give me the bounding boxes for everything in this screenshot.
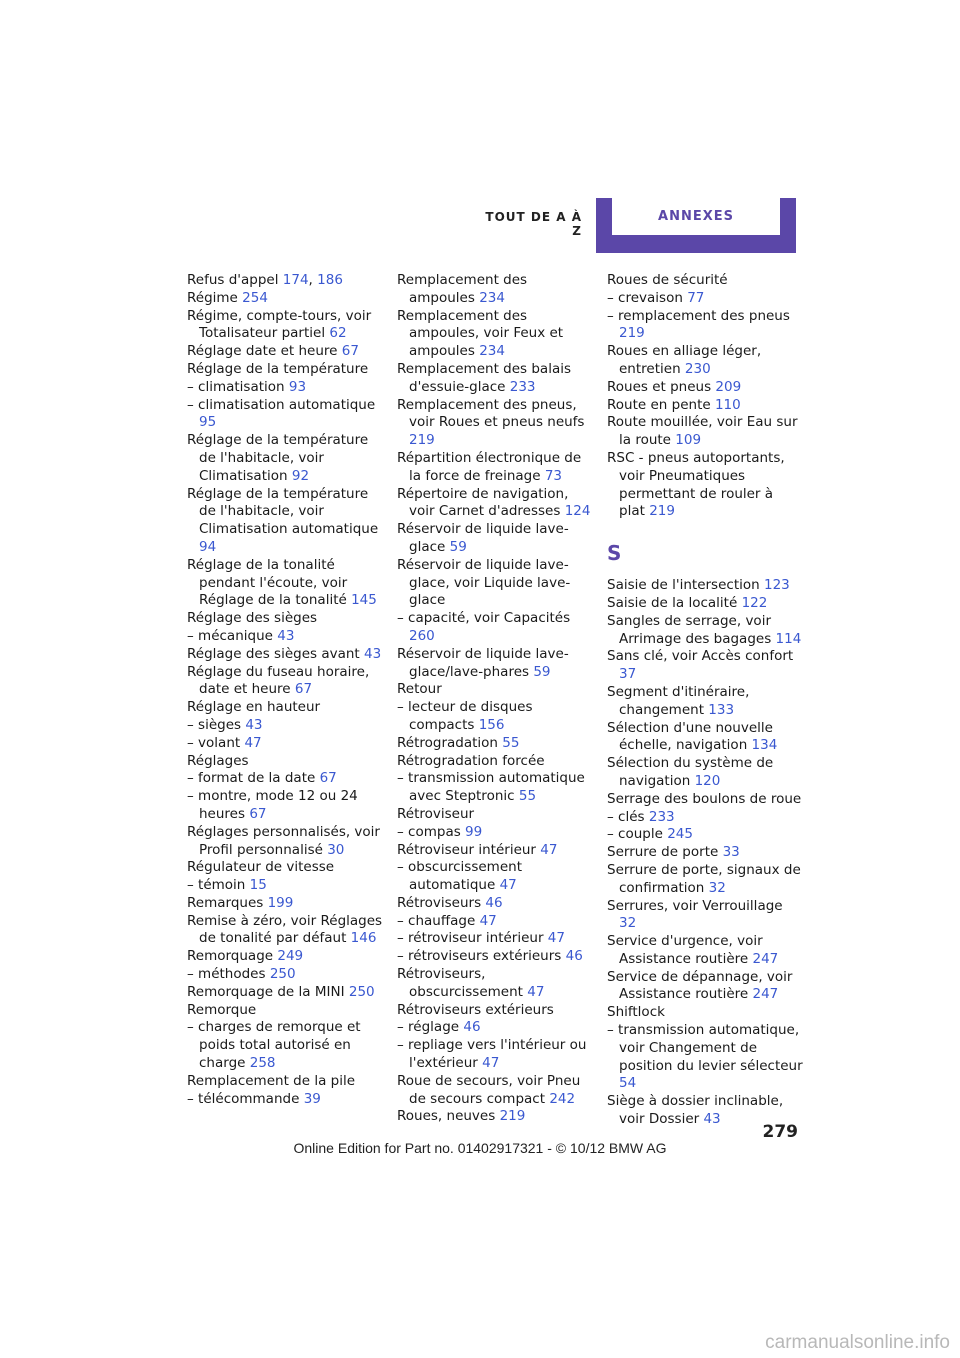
index-term: – méthodes xyxy=(187,966,270,983)
index-term: Réglages xyxy=(187,752,249,769)
index-entry xyxy=(607,969,803,1005)
index-term: Rétrogradation xyxy=(397,734,503,751)
page-ref-link[interactable]: 67 xyxy=(294,681,313,698)
index-term: Refus d'appel xyxy=(187,272,283,288)
page-ref-link[interactable]: 73 xyxy=(544,467,563,484)
page-ref-link[interactable]: 234 xyxy=(479,343,505,360)
index-term: Rétroviseurs xyxy=(397,894,486,911)
index-entry xyxy=(607,720,803,756)
index-term: – télécommande xyxy=(187,1090,304,1107)
page-ref-link[interactable]: 199 xyxy=(267,894,294,911)
index-entry xyxy=(187,1002,383,1020)
index-term: Rétroviseurs, obscurcissement xyxy=(397,966,528,1000)
index-entry xyxy=(607,844,803,862)
index-entry xyxy=(187,1091,383,1109)
index-term: – montre, mode 12 ou 24 heures xyxy=(187,788,358,822)
index-term: Remorquage xyxy=(187,948,278,965)
index-entry xyxy=(187,895,383,913)
page-ref-link[interactable]: 109 xyxy=(675,432,702,449)
page-ref-link[interactable]: 47 xyxy=(244,734,262,751)
index-term: Saisie de la localité xyxy=(607,594,742,611)
index-term: Rétroviseurs extérieurs xyxy=(397,1001,554,1018)
section-tab-inner xyxy=(612,198,780,235)
index-term: Réglages personnalisés, voir Profil personnalisé xyxy=(187,823,380,858)
index-entry xyxy=(397,308,593,361)
page-ref-link[interactable]: 247 xyxy=(752,986,779,1003)
index-term: – chauffage xyxy=(397,912,480,929)
index-term: Serrure de porte xyxy=(607,844,723,861)
index-entry xyxy=(397,948,593,966)
index-entry xyxy=(397,397,593,450)
page-ref-link[interactable]: 59 xyxy=(533,663,551,680)
page-ref-link[interactable]: 47 xyxy=(479,912,497,929)
index-entry xyxy=(607,272,803,290)
index-term: Régime, compte-tours, voir Totalisateur partiel xyxy=(187,307,372,342)
page-ref-link[interactable]: 156 xyxy=(478,716,505,733)
page-ref-link[interactable]: 33 xyxy=(722,844,740,861)
index-term: – transmission automatique avec Steptronic xyxy=(397,770,585,805)
page-ref-link[interactable]: 250 xyxy=(269,966,296,983)
page-ref-link[interactable]: 245 xyxy=(667,826,693,843)
index-term: Shiftlock xyxy=(607,1004,665,1021)
page-ref-link[interactable]: 234 xyxy=(479,289,505,306)
index-term: Route mouillée, voir Eau sur la route xyxy=(607,414,798,449)
index-term: Saisie de l'intersection xyxy=(607,577,764,594)
index-term: Réservoir de liquide lave-glace xyxy=(397,521,569,555)
index-term: – volant xyxy=(187,734,245,751)
page-ref-link[interactable]: 47 xyxy=(527,983,545,1000)
page-ref-link[interactable]: 230 xyxy=(684,360,711,377)
index-entry xyxy=(187,717,383,735)
index-term: Remplacement des pneus, voir Roues et pneus neufs xyxy=(397,396,585,431)
page-ref-link[interactable]: 123 xyxy=(763,577,790,594)
page-ref-link[interactable]: 39 xyxy=(303,1090,321,1107)
index-entry xyxy=(187,824,383,860)
index-entry xyxy=(607,613,803,649)
index-entry xyxy=(397,1108,593,1126)
page-ref-link[interactable]: 134 xyxy=(751,737,778,754)
index-entry xyxy=(187,664,383,700)
index-term: Serrures, voir Verrouillage xyxy=(607,897,783,914)
index-entry xyxy=(187,877,383,895)
index-term: Roues de sécurité xyxy=(607,272,728,288)
index-term: Réglage des sièges xyxy=(187,610,318,627)
page-ref-link[interactable]: 247 xyxy=(752,950,779,967)
page-ref-link[interactable]: 254 xyxy=(242,289,268,306)
index-term: – crevaison xyxy=(607,289,688,306)
index-term: Serrage des boulons de roue xyxy=(607,790,802,807)
index-entry xyxy=(397,681,593,699)
index-entry xyxy=(397,450,593,486)
page-ref-link[interactable]: 37 xyxy=(619,666,637,683)
index-term: – couple xyxy=(607,826,668,843)
index-entry xyxy=(187,788,383,824)
index-entry xyxy=(607,308,803,344)
index-term: Rétroviseur xyxy=(397,805,475,822)
page-ref-link[interactable]: 93 xyxy=(288,378,307,395)
page-ref-link[interactable]: 67 xyxy=(249,805,267,822)
index-entry xyxy=(187,610,383,628)
index-column-1 xyxy=(187,272,383,1108)
page-ref-link[interactable]: 219 xyxy=(649,503,675,520)
index-entry xyxy=(187,361,383,379)
index-entry xyxy=(607,290,803,308)
index-term: Remplacement des ampoules, voir Feux et ampoules xyxy=(397,307,564,360)
page-ref-link[interactable]: 32 xyxy=(708,879,726,896)
index-term: Remorque xyxy=(187,1001,257,1018)
page-ref-link[interactable]: 30 xyxy=(327,841,345,858)
page-ref-link[interactable]: 219 xyxy=(619,325,645,342)
index-entry xyxy=(187,1019,383,1072)
index-term: Régime xyxy=(187,289,243,306)
index-entry: Refus d'appel 174, 186 xyxy=(187,272,343,288)
index-entry xyxy=(397,1002,593,1020)
index-entry xyxy=(607,648,803,684)
index-entry xyxy=(397,610,593,646)
index-entry xyxy=(607,755,803,791)
page-ref-link[interactable]: 233 xyxy=(509,378,536,395)
index-entry xyxy=(397,521,593,557)
index-term: Répartition électronique de la force de freinage xyxy=(397,449,582,484)
page-ref-link[interactable]: 122 xyxy=(741,594,768,611)
index-entry xyxy=(187,432,383,485)
index-term: – compas xyxy=(397,823,466,840)
index-entry xyxy=(607,809,803,827)
page-ref-link[interactable]: 43 xyxy=(364,645,382,662)
index-entry xyxy=(397,272,593,308)
index-entry xyxy=(607,343,803,379)
index-entry xyxy=(187,913,383,949)
index-entry xyxy=(187,290,383,308)
page-ref-link[interactable]: 15 xyxy=(249,877,267,894)
index-term: RSC - pneus autoportants, voir Pneumatiques permettant de rouler à plat xyxy=(607,449,785,520)
page-ref-link[interactable]: 124 xyxy=(564,503,591,520)
page-ref-link[interactable]: 174 xyxy=(282,272,309,288)
index-entry xyxy=(397,859,593,895)
section-letter: S xyxy=(607,541,622,566)
index-column-2 xyxy=(397,272,593,1126)
page-ref-link[interactable]: 43 xyxy=(245,716,263,733)
index-entry xyxy=(187,397,383,433)
index-entry xyxy=(607,379,803,397)
index-term: Remorquage de la MINI xyxy=(187,983,349,1000)
index-entry xyxy=(397,1073,593,1109)
index-entry xyxy=(187,770,383,788)
page-ref-link[interactable]: 32 xyxy=(619,915,637,932)
page-ref-link[interactable]: 67 xyxy=(341,343,359,360)
index-term: Réglage date et heure xyxy=(187,343,342,360)
index-entry xyxy=(397,361,593,397)
index-term: Réglage de la température de l'habitacle, voir Climatisation xyxy=(187,432,369,484)
index-term: Réservoir de liquide lave-glace/lave-phares xyxy=(397,645,569,680)
index-entry xyxy=(397,1037,593,1073)
index-entry xyxy=(607,684,803,720)
index-term: – climatisation automatique xyxy=(187,396,376,413)
page-ref-link[interactable]: 43 xyxy=(703,1111,721,1128)
index-term: Roues, neuves xyxy=(397,1108,500,1125)
page-ref-link[interactable]: 95 xyxy=(199,414,217,431)
index-entry xyxy=(397,966,593,1002)
index-entry xyxy=(397,699,593,735)
index-entry xyxy=(397,895,593,913)
page-ref-link[interactable]: 242 xyxy=(549,1090,576,1107)
index-entry xyxy=(187,379,383,397)
page-ref-link[interactable]: 94 xyxy=(199,538,217,555)
section-tab-label: ANNEXES xyxy=(658,209,734,224)
section-header: TOUT DE A À Z xyxy=(485,210,582,238)
index-term: – climatisation xyxy=(187,378,289,395)
index-term: Régulateur de vitesse xyxy=(187,859,335,876)
index-term: Réglage des sièges avant xyxy=(187,645,365,662)
page-ref-link[interactable]: 54 xyxy=(619,1075,637,1092)
page-ref-link[interactable]: 47 xyxy=(482,1055,500,1072)
index-term: Segment d'itinéraire, changement xyxy=(607,683,750,718)
page-ref-link[interactable]: 55 xyxy=(502,734,520,751)
index-entry xyxy=(607,577,803,595)
index-term: – lecteur de disques compacts xyxy=(397,699,533,733)
watermark: carmanualsonline.info xyxy=(765,1332,950,1353)
index-term: – clés xyxy=(607,808,649,825)
index-entry xyxy=(607,898,803,934)
index-entry xyxy=(607,397,803,415)
page-ref-link[interactable]: 258 xyxy=(249,1055,276,1072)
index-entry xyxy=(397,486,593,522)
index-term: – sièges xyxy=(187,716,246,733)
index-term: Sélection d'une nouvelle échelle, navigation xyxy=(607,719,773,754)
index-entry xyxy=(607,826,803,844)
index-entry xyxy=(187,948,383,966)
index-term: Remplacement des ampoules xyxy=(397,272,528,306)
index-term: Remise à zéro, voir Réglages de tonalité par défaut xyxy=(187,912,383,947)
index-term: Retour xyxy=(397,681,442,698)
index-entry xyxy=(397,930,593,948)
page-ref-link[interactable]: 46 xyxy=(565,948,583,965)
page-ref-link[interactable]: 59 xyxy=(449,538,467,555)
index-term: Roues et pneus xyxy=(607,378,716,395)
index-entry xyxy=(187,486,383,557)
page-ref-link[interactable]: 250 xyxy=(348,983,375,1000)
index-term: Rétroviseur intérieur xyxy=(397,841,541,858)
index-term: Rétrogradation forcée xyxy=(397,752,545,769)
page-ref-link[interactable]: 110 xyxy=(714,396,741,413)
page-ref-link[interactable]: 146 xyxy=(350,930,377,947)
index-term: Remplacement de la pile xyxy=(187,1072,356,1089)
page-ref-link[interactable]: 55 xyxy=(518,788,537,805)
page-ref-link[interactable]: 249 xyxy=(277,948,304,965)
page-ref-link[interactable]: 219 xyxy=(499,1108,526,1125)
index-term: Répertoire de navigation, voir Carnet d'adresses xyxy=(397,485,569,520)
index-entry xyxy=(397,646,593,682)
index-entry xyxy=(187,859,383,877)
index-entry xyxy=(397,842,593,860)
index-term: – réglage xyxy=(397,1019,464,1036)
index-entry xyxy=(187,646,383,664)
index-term: – capacité, voir Capacités xyxy=(397,610,571,627)
index-entry xyxy=(397,824,593,842)
index-entry xyxy=(607,595,803,613)
index-term: Remplacement des balais d'essuie-glace xyxy=(397,360,571,395)
index-entry xyxy=(187,343,383,361)
index-term: – charges de remorque et poids total autorisé en charge xyxy=(187,1019,361,1072)
index-term: – format de la date xyxy=(187,770,320,787)
index-entry xyxy=(397,735,593,753)
page-ref-link[interactable]: 77 xyxy=(687,289,705,306)
index-term: Réservoir de liquide lave-glace, voir Liquide lave-glace xyxy=(397,556,571,609)
page-ref-link[interactable]: 260 xyxy=(409,627,435,644)
page-ref-link[interactable]: 62 xyxy=(329,325,347,342)
page-ref-link[interactable]: 99 xyxy=(465,823,483,840)
index-term: – repliage vers l'intérieur ou l'extérieur xyxy=(397,1037,587,1072)
page-number: 279 xyxy=(762,1122,798,1142)
page-ref-link[interactable]: 47 xyxy=(547,930,565,947)
index-term: – remplacement des pneus xyxy=(607,307,790,324)
index-entry xyxy=(187,753,383,771)
index-entry xyxy=(397,913,593,931)
index-entry xyxy=(397,770,593,806)
index-entry xyxy=(187,984,383,1002)
index-term: Route en pente xyxy=(607,396,715,413)
index-entry xyxy=(187,966,383,984)
index-term: Roue de secours, voir Pneu de secours compact xyxy=(397,1072,581,1107)
index-entry xyxy=(607,1004,803,1022)
index-term: Réglage en hauteur xyxy=(187,699,321,716)
index-entry xyxy=(397,1019,593,1037)
page-ref-link[interactable]: 46 xyxy=(485,894,503,911)
footer-edition: Online Edition for Part no. 01402917321 - © 10/12 BMW AG xyxy=(293,1140,667,1156)
page-ref-link[interactable]: 145 xyxy=(351,592,377,609)
index-entry xyxy=(187,699,383,717)
index-term: Réglage de la tonalité pendant l'écoute, voir Réglage de la tonalité xyxy=(187,556,352,609)
index-entry xyxy=(607,933,803,969)
index-entry xyxy=(187,308,383,344)
index-entry xyxy=(397,557,593,610)
index-term: Réglage de la température xyxy=(187,360,369,377)
index-term: – rétroviseur intérieur xyxy=(397,930,548,947)
index-term: – transmission automatique, voir Changement de position du levier sélecteur xyxy=(607,1022,803,1074)
index-term: Sangles de serrage, voir Arrimage des bagages xyxy=(607,612,776,647)
index-entry xyxy=(607,450,803,521)
page-ref-link[interactable]: 47 xyxy=(499,877,517,894)
index-entry xyxy=(607,862,803,898)
section-tab xyxy=(596,198,796,253)
page-ref-link[interactable]: 233 xyxy=(648,808,675,825)
index-term: Sans clé, voir Accès confort xyxy=(607,648,794,665)
index-term: – mécanique xyxy=(187,627,278,644)
index-entry xyxy=(187,557,383,610)
page-ref-link[interactable]: 46 xyxy=(463,1019,481,1036)
index-term: Réglage du fuseau horaire, date et heure xyxy=(187,663,370,698)
index-entry xyxy=(187,628,383,646)
index-term: – obscurcissement automatique xyxy=(397,859,522,894)
index-entry xyxy=(607,791,803,809)
index-entry xyxy=(607,414,803,450)
index-term: Roues en alliage léger, entretien xyxy=(607,343,762,377)
page-ref-link[interactable]: 92 xyxy=(291,467,310,484)
page-ref-link[interactable]: 43 xyxy=(277,627,295,644)
page-ref-link[interactable]: 209 xyxy=(715,378,742,395)
index-term: Réglage de la température de l'habitacle, voir Climatisation automatique xyxy=(187,485,379,538)
index-term: Service de dépannage, voir Assistance routière xyxy=(607,968,793,1003)
index-entry xyxy=(397,806,593,824)
index-entry xyxy=(397,753,593,771)
page-ref-link[interactable]: 219 xyxy=(409,432,435,449)
index-entry xyxy=(607,1022,803,1093)
index-term: Siège à dossier inclinable, voir Dossier xyxy=(607,1093,784,1128)
index-term: – témoin xyxy=(187,877,250,894)
page-ref-link[interactable]: 47 xyxy=(540,841,558,858)
index-term: Remarques xyxy=(187,894,268,911)
index-term: Service d'urgence, voir Assistance routière xyxy=(607,933,763,967)
page-ref-link[interactable]: 186 xyxy=(317,272,343,288)
index-term: Serrure de porte, signaux de confirmation xyxy=(607,861,801,896)
index-term: – rétroviseurs extérieurs xyxy=(397,948,566,965)
index-term: Sélection du système de navigation xyxy=(607,755,774,789)
page-ref-link[interactable]: 67 xyxy=(319,770,337,787)
page-ref-link[interactable]: 114 xyxy=(775,630,802,647)
index-entry xyxy=(187,735,383,753)
page-ref-link[interactable]: 133 xyxy=(708,701,735,718)
index-entry xyxy=(187,1073,383,1091)
page-ref-link[interactable]: 120 xyxy=(694,772,721,789)
index-column-3 xyxy=(607,272,803,1129)
